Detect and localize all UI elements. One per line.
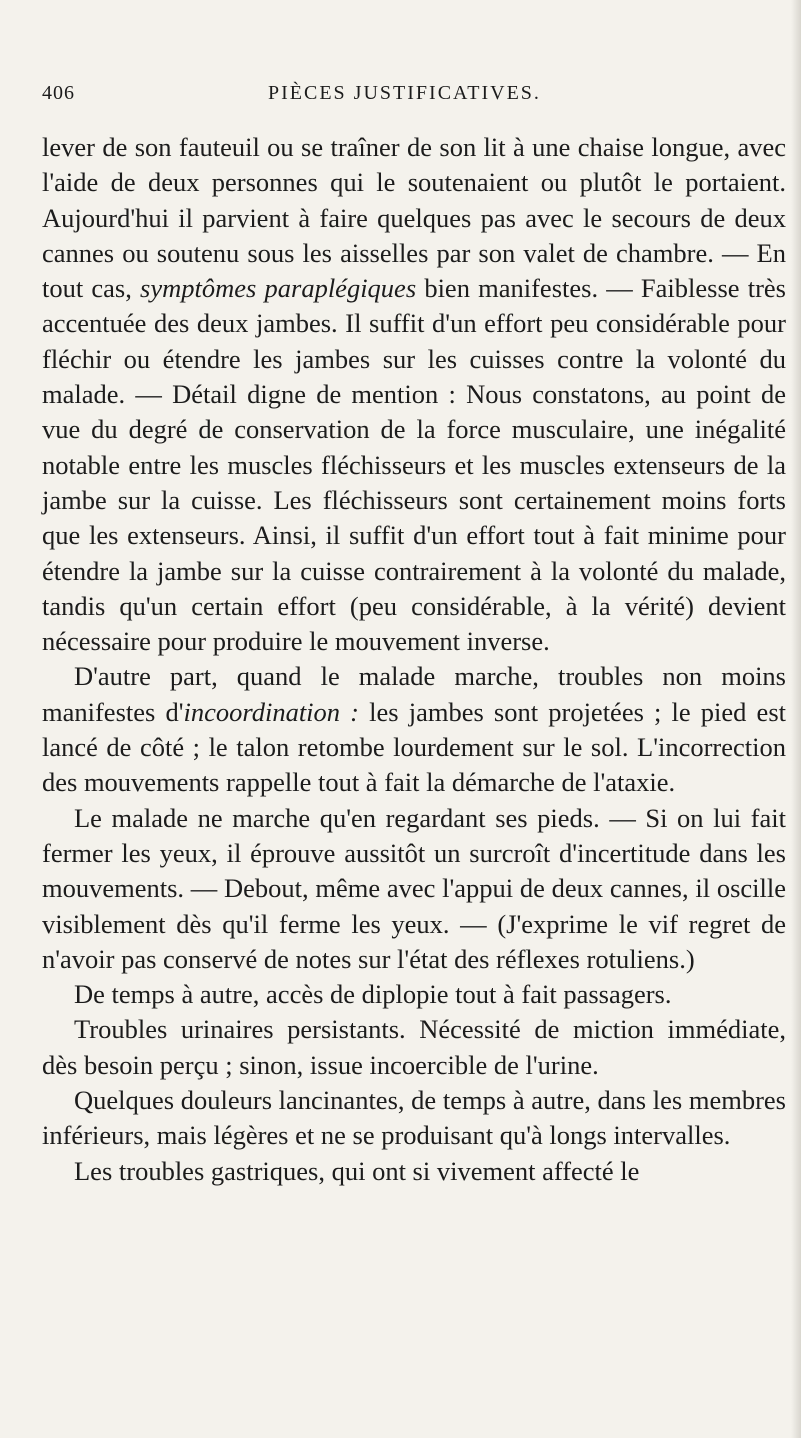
page-number: 406 (42, 82, 75, 104)
paragraph (42, 659, 786, 800)
text-run: bien manifestes. — Faiblesse très accentuée des deux jambes. Il suffit d'un effort peu considérable pour fléchir ou étendre les jambes sur les cuisses contre la volonté du malade. — Détail digne de mention : Nous constatons, au point de vue du degré de conservation de la force musculaire, une inégalité notable entre les muscles fléchisseurs et les muscles extenseurs de la jambe sur la cuisse. Les fléchisseurs sont certainement moins forts que les extenseurs. Ainsi, il suffit d'un effort tout à fait minime pour étendre la jambe sur la cuisse contrairement à la volonté du malade, tandis qu'un certain effort (peu considérable, à la vérité) devient nécessaire pour produire le mouvement inverse. (42, 273, 786, 657)
paragraph (42, 1012, 786, 1083)
paragraph (42, 977, 786, 1012)
text-run: D'autre part, quand le malade marche, troubles non moins manifestes d' (42, 661, 786, 727)
body-text (42, 130, 786, 1189)
paragraph (42, 130, 786, 659)
page-edge-shadow (791, 0, 801, 1438)
paragraph (42, 1083, 786, 1154)
italic-phrase: incoordination : (183, 696, 360, 727)
text-run: De temps à autre, accès de diplopie tout à fait passagers. (74, 979, 672, 1010)
running-header (42, 82, 742, 116)
italic-phrase: symptômes paraplégiques (140, 273, 417, 304)
running-title: PIÈCES JUSTIFICATIVES. (268, 82, 541, 104)
text-run: Troubles urinaires persistants. Nécessité de miction immédiate, dès besoin perçu ; sinon, issue incoercible de l'urine. (42, 1014, 786, 1080)
text-run: lever de son fauteuil ou se traîner de son lit à une chaise longue, avec l'aide de deux personnes qui le soutenaient ou plutôt le portaient. Aujourd'hui il parvient à faire quelques pas avec le secours de deux cannes ou soutenu sous les aisselles par son valet de chambre. — En tout cas, (42, 132, 786, 304)
text-run: les jambes sont projetées ; le pied est lancé de côté ; le talon retombe lourdement sur le sol. L'incorrection des mouvements rappelle tout à fait la démarche de l'ataxie. (42, 696, 786, 798)
paragraph (42, 801, 786, 977)
text-run: Quelques douleurs lancinantes, de temps à autre, dans les membres inférieurs, mais légères et ne se produisant qu'à longs intervalles. (42, 1085, 786, 1151)
text-run: Le malade ne marche qu'en regardant ses pieds. — Si on lui fait fermer les yeux, il éprouve aussitôt un surcroît d'incertitude dans les mouvements. — Debout, même avec l'appui de deux cannes, il oscille visiblement dès qu'il ferme les yeux. — (J'exprime le vif regret de n'avoir pas conservé de notes sur l'état des réflexes rotuliens.) (42, 802, 786, 974)
paragraph (42, 1154, 786, 1189)
text-run: Les troubles gastriques, qui ont si vivement affecté le (74, 1155, 640, 1186)
